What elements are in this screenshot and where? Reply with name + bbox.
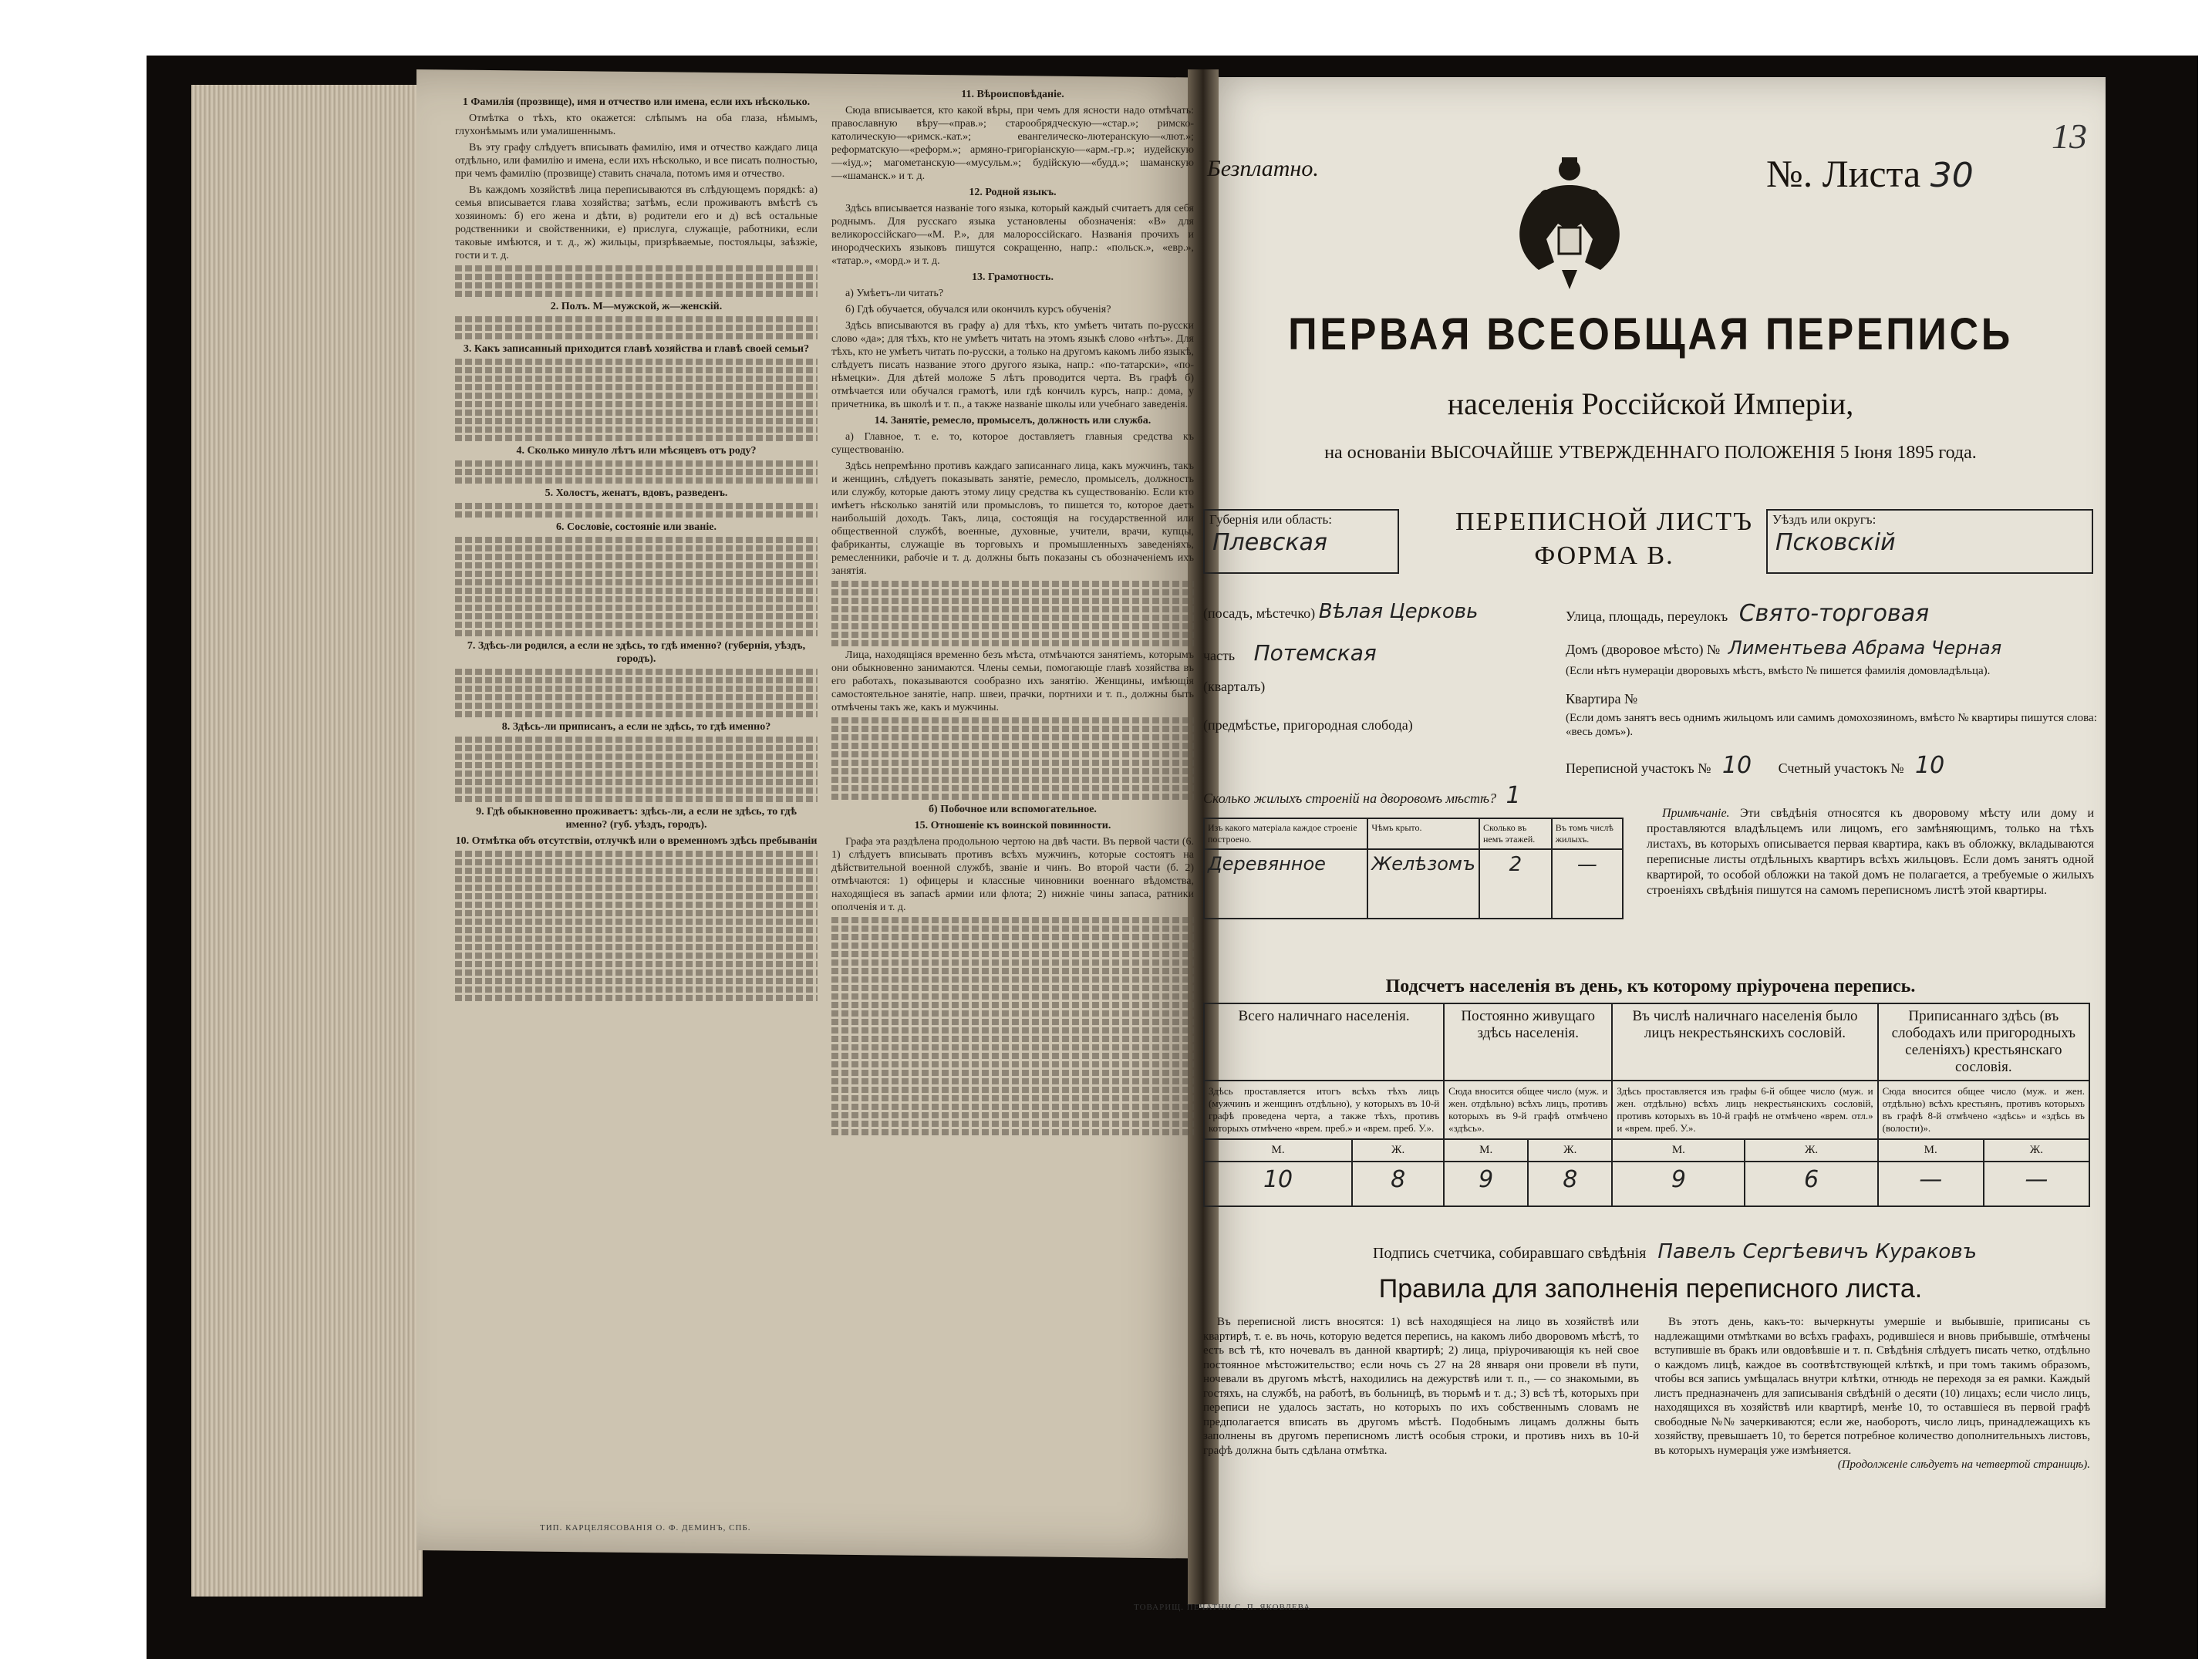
item-14a: а) Главное, т. е. то, которое доставляетъ главныя средства къ существованію. bbox=[831, 431, 1194, 456]
count-value: — bbox=[1984, 1162, 2089, 1206]
print-line bbox=[831, 581, 1194, 587]
print-line bbox=[455, 376, 818, 382]
print-line bbox=[455, 265, 818, 271]
posad-value: Вѣлая Церковь bbox=[1318, 600, 1479, 623]
print-line bbox=[455, 605, 818, 611]
print-line bbox=[831, 615, 1194, 621]
item-9-heading: 9. Гдѣ обыкновенно проживаетъ: здѣсь-ли, а если не здѣсь, то гдѣ именно? (губ. уѣздъ, городъ). bbox=[476, 806, 797, 831]
print-line bbox=[455, 291, 818, 297]
note-text: Эти свѣдѣнія относятся къ дворовому мѣсту или дому и проставляются владѣльцемъ или лицомъ, его замѣняющимъ, только на тѣхъ листахъ, въ которыхъ описывается первая квартира, какъ въ обложку, вкладываются переписные листы отдѣльныхъ квартиръ всѣхъ жильцовъ. Если домъ занятъ одной квартирой, то особой обложки на такой домъ не полагается, а требуемые о жилыхъ строеніяхъ свѣдѣнія пишутся на самомъ переписномъ листѣ этой квартиры. bbox=[1647, 807, 2095, 897]
table-cell: Сюда вносится общее число (муж. и жен. отдѣльно) всѣхъ лицъ, противъ которыхъ въ 9-й графѣ отмѣчено «здѣсь». bbox=[1444, 1081, 1612, 1139]
print-line bbox=[455, 393, 818, 399]
print-line bbox=[455, 359, 818, 365]
print-line bbox=[831, 1129, 1194, 1135]
print-line bbox=[831, 640, 1194, 646]
page-subtitle: населенія Россійской Имперіи, bbox=[1447, 386, 1854, 421]
print-line bbox=[831, 993, 1194, 1000]
sheet-number bbox=[1766, 151, 1974, 196]
print-line bbox=[455, 902, 818, 908]
print-line bbox=[455, 737, 818, 743]
table-row bbox=[1204, 1081, 2089, 1139]
uezd-label: Уѣздъ или округъ: bbox=[1772, 512, 1876, 527]
item-3-heading: 3. Какъ записанный приходится главѣ хозяйства и главѣ своей семьи? bbox=[463, 343, 810, 355]
print-line bbox=[831, 1036, 1194, 1042]
predmestie-row bbox=[1203, 717, 1413, 733]
print-line bbox=[831, 760, 1194, 766]
print-line bbox=[455, 936, 818, 942]
table-row bbox=[1204, 1139, 2089, 1162]
count-value: 9 bbox=[1444, 1162, 1528, 1206]
print-line bbox=[831, 794, 1194, 800]
print-line bbox=[455, 754, 818, 760]
sex-female-header: Ж. bbox=[1528, 1139, 1612, 1162]
paragraph: Здѣсь вписывается названіе того языка, который каждый считаетъ для себя роднымъ. Для русскаго языка установлены обозначенія: «В» для великороссійскаго—«М. Р.», для малороссійскаго. Названія прочихъ и инородческихъ языковъ пишутся сокращенно, напр.: «польск.», «евр.», «татар.», «морд.» и т. д. bbox=[831, 203, 1194, 267]
print-line bbox=[455, 282, 818, 288]
print-line bbox=[455, 762, 818, 768]
item-14-heading: 14. Занятіе, ремесло, промыселъ, должность или служба. bbox=[874, 415, 1152, 427]
print-line bbox=[831, 1087, 1194, 1093]
print-line bbox=[831, 1044, 1194, 1050]
count-value: — bbox=[1878, 1162, 1984, 1206]
print-line bbox=[455, 859, 818, 865]
population-count-table bbox=[1203, 1003, 2090, 1207]
print-line bbox=[455, 435, 818, 441]
paragraph: Сюда вписывается, кто какой вѣры, при чемъ для ясности надо отмѣчать: православную вѣру—«прав.»; старообрядческую—«стар.»; римско-католическую—«римск.-кат.»; евангелическо-лютеранскую—«лют.»; реформатскую—«реформ.»; армяно-григоріанскую—«арм.-гр.»; иудейскую—«іуд.»; магометанскую—«мусульм.»; будійскую—«будд.»; шаманскую—«шаманск.» и т. д. bbox=[831, 105, 1194, 182]
count-value: 9 bbox=[1612, 1162, 1745, 1206]
kvartal-label: (кварталъ) bbox=[1203, 679, 1266, 694]
print-line bbox=[455, 851, 818, 857]
print-line bbox=[455, 953, 818, 959]
table-cell: Здѣсь проставляется итогъ всѣхъ тѣхъ лицъ (мужчинъ и женщинъ отдѣльно), у которыхъ въ 10-й графѣ проведена черта, а также тѣхъ, противъ которыхъ отмѣчено «врем. преб.» и «врем. преб. У.». bbox=[1204, 1081, 1444, 1139]
print-line bbox=[455, 571, 818, 577]
print-line bbox=[831, 751, 1194, 757]
item-13a: а) Умѣетъ-ли читать? bbox=[845, 288, 944, 299]
print-line bbox=[831, 623, 1194, 629]
rules-text: Въ этотъ день, какъ-то: вычеркнуты умершіе и выбывшіе, приписаны съ надлежащими отмѣтками во всѣхъ графахъ, родившіеся и вновь прибывшіе, отмѣчены вступившіе въ бракъ или овдовѣвшіе и т. п. Свѣдѣнія слѣдуетъ писать четко, отдѣльно о каждомъ лицѣ, каждое въ соотвѣтствующей клѣткѣ, и при томъ такимъ образомъ, чтобы вся запись умѣщалась внутри клѣтки, отнюдь не переходя за ея рамки. Каждый листъ предназначенъ для записыванія свѣдѣній о десяти (10) лицахъ; если число лицъ, находящихся въ хозяйствѣ или квартирѣ, менѣе 10, то оставшіеся въ первой графѣ свободные №№ зачеркиваются; если же, наоборотъ, число лицъ, принадлежащихъ къ хозяйству, превышаетъ 10, то берется потребное количество дополнительныхъ листовъ, въ которыхъ нумерація уже измѣняется. bbox=[1654, 1316, 2090, 1457]
print-line bbox=[455, 711, 818, 717]
print-line bbox=[455, 316, 818, 322]
signature-value: Павелъ Сергѣевичъ Кураковъ bbox=[1657, 1240, 1978, 1263]
print-line bbox=[455, 919, 818, 925]
print-line bbox=[831, 785, 1194, 791]
kvartal-row bbox=[1203, 679, 1265, 695]
print-line bbox=[455, 779, 818, 785]
house-label: Домъ (дворовое мѣсто) № bbox=[1566, 642, 1721, 657]
enumerator-signature-row bbox=[1373, 1240, 1977, 1263]
sheet-number-value: 30 bbox=[1930, 156, 1974, 195]
print-line bbox=[455, 554, 818, 560]
print-line bbox=[455, 511, 818, 518]
print-line bbox=[831, 968, 1194, 974]
print-line bbox=[455, 333, 818, 339]
item-1-note: Отмѣтка о тѣхъ, кто окажется: слѣпымъ на оба глаза, нѣмымъ, глухонѣмымъ или умалишеннымъ. bbox=[455, 113, 818, 137]
print-line bbox=[831, 917, 1194, 923]
sex-male-header: М. bbox=[1204, 1139, 1352, 1162]
print-line bbox=[455, 537, 818, 543]
page-edges bbox=[191, 85, 423, 1597]
part-value: Потемская bbox=[1253, 640, 1377, 666]
table-header-row bbox=[1204, 818, 1623, 849]
table-row bbox=[1204, 1162, 2089, 1206]
print-line bbox=[455, 410, 818, 416]
item-13b: б) Гдѣ обучается, обучался или окончилъ курсъ обученія? bbox=[845, 304, 1111, 315]
print-line bbox=[455, 868, 818, 874]
left-page-imprint: ТИП. КАРЦЕЛЯСОВАНІЯ О. Ф. ДЕМИНЪ, СПБ. bbox=[540, 1523, 751, 1533]
print-line bbox=[831, 743, 1194, 749]
house-note: (Если нѣтъ нумераціи дворовыхъ мѣстъ, вмѣсто № пишется фамилія домовладѣльца). bbox=[1566, 665, 1991, 677]
print-line bbox=[831, 985, 1194, 991]
print-line bbox=[455, 469, 818, 475]
print-line bbox=[455, 686, 818, 692]
page-title: ПЕРВАЯ ВСЕОБЩАЯ ПЕРЕПИСЬ bbox=[1288, 309, 2013, 359]
form-title: ПЕРЕПИСНОЙ ЛИСТЪ bbox=[1455, 507, 1753, 536]
street-label: Улица, площадь, переулокъ bbox=[1566, 609, 1728, 624]
print-line bbox=[455, 677, 818, 683]
paragraph: Въ каждомъ хозяйствѣ лица переписываются въ слѣдующемъ порядкѣ: а) семья вписывается глава хозяйства; затѣмъ, если проживаютъ вмѣстѣ съ хозяиномъ: б) его жена и дѣти, в) родители его и д) всѣ остальные родственники и свойственники, е) прислуга, служащіе, работники, если таковые имѣются, и т. д., ж) жильцы, призрѣваемые, постояльцы, заѣзжіе, гости и т. д. bbox=[455, 184, 818, 261]
apartment-label: Квартира № bbox=[1566, 691, 1638, 706]
print-line bbox=[455, 961, 818, 967]
paragraph: Здѣсь непремѣнно противъ каждаго записаннаго лица, какъ мужчинъ, такъ и женщинъ, слѣдуетъ показывать занятіе, ремесло, промыселъ, должность или службу, которые даютъ этому лицу средства къ существованію. Если кто имѣетъ нѣсколько занятій или промысловъ, то пишется то, которое даетъ наибольшій доходъ. Такъ, лица, состоящія на государственной или общественной службѣ, военные, духовные, учители, врачи, купцы, фабриканты, служащіе въ торговыхъ и промышленныхъ заведеніяхъ, ремесленники, рабочіе и т. д. должны быть показаны съ обозначеніемъ ихъ занятія. bbox=[831, 460, 1194, 577]
print-line bbox=[455, 770, 818, 777]
print-line bbox=[831, 1002, 1194, 1008]
posad-row bbox=[1203, 600, 1558, 623]
count-value: 8 bbox=[1352, 1162, 1444, 1206]
table-cell: Желѣзомъ bbox=[1367, 849, 1479, 919]
item-14b-heading: б) Побочное или вспомогательное. bbox=[929, 804, 1097, 815]
item-11-heading: 11. Вѣроисповѣданіе. bbox=[961, 89, 1064, 100]
uezd-value: Псковскій bbox=[1775, 529, 1896, 556]
street-row bbox=[1566, 600, 2098, 627]
print-line bbox=[831, 1070, 1194, 1076]
print-line bbox=[455, 986, 818, 993]
item-15-heading: 15. Отношеніе къ воинской повинности. bbox=[914, 820, 1111, 831]
print-line bbox=[455, 384, 818, 390]
print-line bbox=[831, 1019, 1194, 1025]
free-label: Безплатно. bbox=[1207, 156, 1319, 181]
print-line bbox=[455, 274, 818, 280]
count-district-value: 10 bbox=[1915, 752, 1945, 779]
item-6-heading: 6. Сословіе, состояніе или званіе. bbox=[556, 521, 717, 533]
buildings-row bbox=[1203, 782, 1635, 809]
print-line bbox=[831, 926, 1194, 932]
buildings-label: Сколько жилыхъ строеній на дворовомъ мѣстѣ? bbox=[1203, 791, 1496, 806]
print-line bbox=[455, 978, 818, 984]
table-row bbox=[1204, 849, 1623, 919]
print-line bbox=[831, 1027, 1194, 1034]
item-1-heading: 1 Фамилія (прозвище), имя и отчество или имена, если ихъ нѣсколько. bbox=[462, 96, 811, 108]
legal-basis: на основаніи ВЫСОЧАЙШЕ УТВЕРЖДЕННАГО ПОЛОЖЕНІЯ 5 Іюня 1895 года. bbox=[1324, 443, 1977, 463]
print-line bbox=[455, 885, 818, 891]
print-line bbox=[455, 596, 818, 602]
paragraph: Въ эту графу слѣдуетъ вписывать фамилію, имя и отчество каждаго лица отдѣльно, или фамилію и имена, если ихъ нѣсколько, и все писать полностью, при чемъ фамилію (прозвище) ставить сначала, потомъ имя и отчество. bbox=[455, 142, 818, 180]
print-line bbox=[831, 632, 1194, 638]
print-line bbox=[455, 579, 818, 585]
print-line bbox=[455, 562, 818, 568]
print-line bbox=[455, 787, 818, 794]
buildings-table bbox=[1203, 818, 1624, 919]
district-row bbox=[1566, 752, 2098, 779]
print-line bbox=[831, 934, 1194, 940]
print-line bbox=[831, 1010, 1194, 1017]
posad-label: (посадъ, мѣстечко) bbox=[1203, 605, 1316, 621]
table-header-cell: Въ числѣ наличнаго населенія было лицъ некрестьянскихъ сословій. bbox=[1612, 1003, 1877, 1081]
print-line bbox=[831, 1061, 1194, 1067]
part-row bbox=[1203, 640, 1558, 666]
print-line bbox=[455, 995, 818, 1001]
print-line bbox=[455, 876, 818, 882]
census-district-label: Переписной участокъ № bbox=[1566, 760, 1711, 776]
table-header-row bbox=[1204, 1003, 2089, 1081]
uezd-box bbox=[1766, 509, 2093, 574]
print-line bbox=[455, 503, 818, 509]
print-line bbox=[831, 1095, 1194, 1101]
print-line bbox=[455, 694, 818, 700]
print-line bbox=[455, 325, 818, 331]
print-line bbox=[831, 726, 1194, 732]
print-line bbox=[831, 976, 1194, 983]
print-line bbox=[455, 969, 818, 976]
left-column-b bbox=[831, 85, 1194, 1543]
item-13-heading: 13. Грамотность. bbox=[972, 271, 1054, 283]
print-line bbox=[831, 717, 1194, 723]
print-line bbox=[831, 951, 1194, 957]
print-line bbox=[831, 768, 1194, 774]
print-line bbox=[831, 959, 1194, 966]
table-header-cell: Изъ какого матеріала каждое строеніе построено. bbox=[1204, 818, 1367, 849]
rules-title: Правила для заполненія переписного листа. bbox=[1378, 1274, 1923, 1303]
print-line bbox=[455, 927, 818, 933]
rules-column-2 bbox=[1654, 1315, 2090, 1593]
gubernia-box bbox=[1203, 509, 1399, 574]
count-value: 10 bbox=[1204, 1162, 1352, 1206]
item-12-heading: 12. Родной языкъ. bbox=[969, 187, 1057, 198]
print-line bbox=[455, 630, 818, 636]
print-line bbox=[831, 1121, 1194, 1127]
table-cell: Здѣсь проставляется изъ графы 6-й общее число (муж. и жен. отдѣльно) всѣхъ лицъ некрестьянскихъ сословій, противъ которыхъ въ 10-й графѣ не отмѣчено «врем. отл.» и «врем. преб. У.». bbox=[1612, 1081, 1877, 1139]
sex-female-header: Ж. bbox=[1984, 1139, 2089, 1162]
count-caption: Подсчетъ населенія въ день, къ которому пріурочена перепись. bbox=[1385, 976, 1916, 996]
house-row bbox=[1566, 637, 2098, 659]
signature-label: Подпись счетчика, собиравшаго свѣдѣнія bbox=[1373, 1245, 1647, 1262]
street-value: Свято-торговая bbox=[1738, 600, 1930, 627]
buildings-note bbox=[1647, 806, 2094, 899]
table-cell: Деревянное bbox=[1204, 849, 1367, 919]
print-line bbox=[831, 1078, 1194, 1084]
double-headed-eagle-icon bbox=[1508, 154, 1631, 293]
table-cell: Сюда вносится общее число (муж. и жен. отдѣльно) всѣхъ крестьянъ, противъ которыхъ въ графѣ 8-й отмѣчено «здѣсь» и «здѣсь въ (волости)». bbox=[1878, 1081, 2089, 1139]
item-2-heading: 2. Полъ. М—мужской, ж—женскій. bbox=[550, 301, 723, 312]
table-header-cell: Сколько въ немъ этажей. bbox=[1479, 818, 1552, 849]
count-district-label: Счетный участокъ № bbox=[1778, 760, 1904, 776]
print-line bbox=[455, 622, 818, 628]
item-4-heading: 4. Сколько минуло лѣтъ или мѣсяцевъ отъ роду? bbox=[516, 445, 757, 457]
print-line bbox=[455, 910, 818, 916]
print-line bbox=[455, 703, 818, 709]
print-line bbox=[831, 606, 1194, 612]
item-7-heading: 7. Здѣсь-ли родился, а если не здѣсь, то гдѣ именно? (губернія, уѣздъ, городъ). bbox=[467, 640, 806, 665]
predmestie-label: (предмѣстье, пригородная слобода) bbox=[1203, 717, 1413, 733]
rules-column-1 bbox=[1203, 1315, 1639, 1593]
sex-female-header: Ж. bbox=[1352, 1139, 1444, 1162]
print-line bbox=[455, 545, 818, 551]
table-header-cell: Постоянно живущаго здѣсь населенія. bbox=[1444, 1003, 1612, 1081]
print-line bbox=[455, 669, 818, 675]
form-letter: ФОРМА В. bbox=[1534, 541, 1674, 570]
print-line bbox=[455, 893, 818, 899]
print-line bbox=[455, 944, 818, 950]
item-10-heading: 10. Отмѣтка объ отсутствіи, отлучкѣ или о временномъ здѣсь пребываніи bbox=[455, 835, 818, 847]
count-value: 6 bbox=[1745, 1162, 1877, 1206]
gubernia-label: Губернія или область: bbox=[1209, 512, 1332, 527]
print-line bbox=[831, 589, 1194, 595]
paragraph: Здѣсь вписываются въ графу а) для тѣхъ, кто умѣетъ читать по-русски слово «да»; для тѣхъ, кто не умѣетъ читать на этомъ языкѣ слово «нѣтъ». Для тѣхъ, кто не умѣетъ читать по-русски, а только на другомъ какомъ либо языкѣ, слѣдуетъ писать название этого другого языка, напр.: «по-татарски», «по-нѣмецки». Для дѣтей моложе 5 лѣтъ проводится черта. Въ графѣ б) отмѣчается или обучался грамотѣ, или гдѣ кончилъ курсъ, напр.: дома, у причетника, въ школѣ и т. п., а также названіе школы или учебнаго заведенія. bbox=[831, 320, 1194, 410]
print-line bbox=[831, 942, 1194, 949]
rules-continued: (Продолженіе слѣдуетъ на четвертой страницѣ). bbox=[1837, 1458, 2090, 1471]
sheet-corner-mark: 13 bbox=[2052, 116, 2087, 156]
rules-text: Въ переписной листъ вносятся: 1) всѣ находящіеся на лицо въ хозяйствѣ или квартирѣ, т. е. въ ночь, которую ведется перепись, на какомъ либо дворовомъ мѣстѣ, то есть всѣ тѣ, кто ночевалъ въ данной квартирѣ; 2) лица, пріурочивающія къ ней свое постоянное мѣстожительство; если ночь съ 27 на 28 января они провели вѣ пути, ночевали въ другомъ мѣстѣ, находились на дежурствѣ или т. п., — со знакомыми, въ гостяхъ, на службѣ, на работѣ, въ больницѣ, въ тюрьмѣ и т. д.; 3) всѣ тѣ, которыхъ при переписи не удалось застать, но которыхъ по ихъ собственнымъ словамъ не предполагается вписать въ другомъ мѣстѣ. Подобнымъ лицамъ должны быть заполнены въ другомъ переписномъ листѣ особыя строки, и противъ нихъ въ 10-й графѣ должна быть сдѣлана отмѣтка. bbox=[1203, 1316, 1639, 1457]
print-line bbox=[831, 598, 1194, 604]
table-header-cell: Всего наличнаго населенія. bbox=[1204, 1003, 1444, 1081]
sex-female-header: Ж. bbox=[1745, 1139, 1877, 1162]
print-line bbox=[455, 588, 818, 594]
print-line bbox=[831, 1104, 1194, 1110]
print-line bbox=[455, 460, 818, 467]
sex-male-header: М. bbox=[1878, 1139, 1984, 1162]
print-line bbox=[831, 777, 1194, 783]
left-column-a bbox=[455, 93, 818, 1519]
form-heading bbox=[1388, 505, 1820, 573]
table-header-cell: Чѣмъ крыто. bbox=[1367, 818, 1479, 849]
print-line bbox=[455, 401, 818, 407]
count-value: 8 bbox=[1528, 1162, 1612, 1206]
left-page-imprint-2: ТОВАРИЩ. ПЕЧАТНИ С. П. ЯКОВЛЕВА bbox=[1134, 1603, 1311, 1612]
house-value: Лиментьева Абрама Черная bbox=[1728, 637, 2002, 659]
print-line bbox=[455, 427, 818, 433]
table-cell: 2 bbox=[1479, 849, 1552, 919]
table-header-cell: Въ томъ числѣ жилыхъ. bbox=[1552, 818, 1623, 849]
print-line bbox=[455, 796, 818, 802]
print-line bbox=[455, 367, 818, 373]
paragraph: Лица, находящіяся временно безъ мѣста, отмѣчаются занятіемъ, которымъ они обыкновенно занимаются. Члены семьи, помогающіе главѣ хозяйства въ его работахъ, показываются сообразно ихъ занятію. Женщины, имѣющія самостоятельное занятіе, напр. швеи, прачки, портнихи и т. п., должны быть отмѣчены такъ же, какъ и мужчины. bbox=[831, 649, 1194, 713]
buildings-value: 1 bbox=[1506, 782, 1521, 809]
sex-male-header: М. bbox=[1612, 1139, 1745, 1162]
note-label: Примѣчаніе. bbox=[1662, 807, 1730, 820]
paragraph: Графа эта раздѣлена продольною чертою на двѣ части. Въ первой части (6. 1) слѣдуетъ вписывать противъ всѣхъ мужчинъ, которые состоятъ на дѣйствительной военной службѣ, званіе и чинъ. Во второй части (б. 2) отмѣчаются: 1) офицеры и классные чиновники военнаго вѣдомства, находящіеся въ запасѣ армии или флота; 2) нижніе чины запаса, ратники ополченія и т. д. bbox=[831, 836, 1194, 913]
print-line bbox=[831, 1053, 1194, 1059]
print-line bbox=[455, 745, 818, 751]
item-5-heading: 5. Холостъ, женатъ, вдовъ, разведенъ. bbox=[545, 487, 728, 499]
item-8-heading: 8. Здѣсь-ли приписанъ, а если не здѣсь, то гдѣ именно? bbox=[501, 721, 771, 733]
census-district-value: 10 bbox=[1721, 752, 1752, 779]
gubernia-value: Плевская bbox=[1212, 529, 1327, 556]
print-line bbox=[831, 1112, 1194, 1118]
print-line bbox=[455, 477, 818, 484]
table-cell: — bbox=[1552, 849, 1623, 919]
table-header-cell: Приписаннаго здѣсь (въ слободахъ или пригородныхъ селеніяхъ) крестьянскаго сословія. bbox=[1878, 1003, 2089, 1081]
print-line bbox=[455, 613, 818, 619]
print-line bbox=[831, 734, 1194, 740]
part-label: часть bbox=[1203, 648, 1236, 663]
print-line bbox=[455, 418, 818, 424]
sex-male-header: М. bbox=[1444, 1139, 1528, 1162]
sheet-number-label: №. Листа bbox=[1766, 152, 1921, 195]
apartment-note: (Если домъ занятъ весь однимъ жильцомъ или самимъ домохозяиномъ, вмѣсто № квартиры пишутся слова: «весь домъ»). bbox=[1566, 712, 2097, 738]
